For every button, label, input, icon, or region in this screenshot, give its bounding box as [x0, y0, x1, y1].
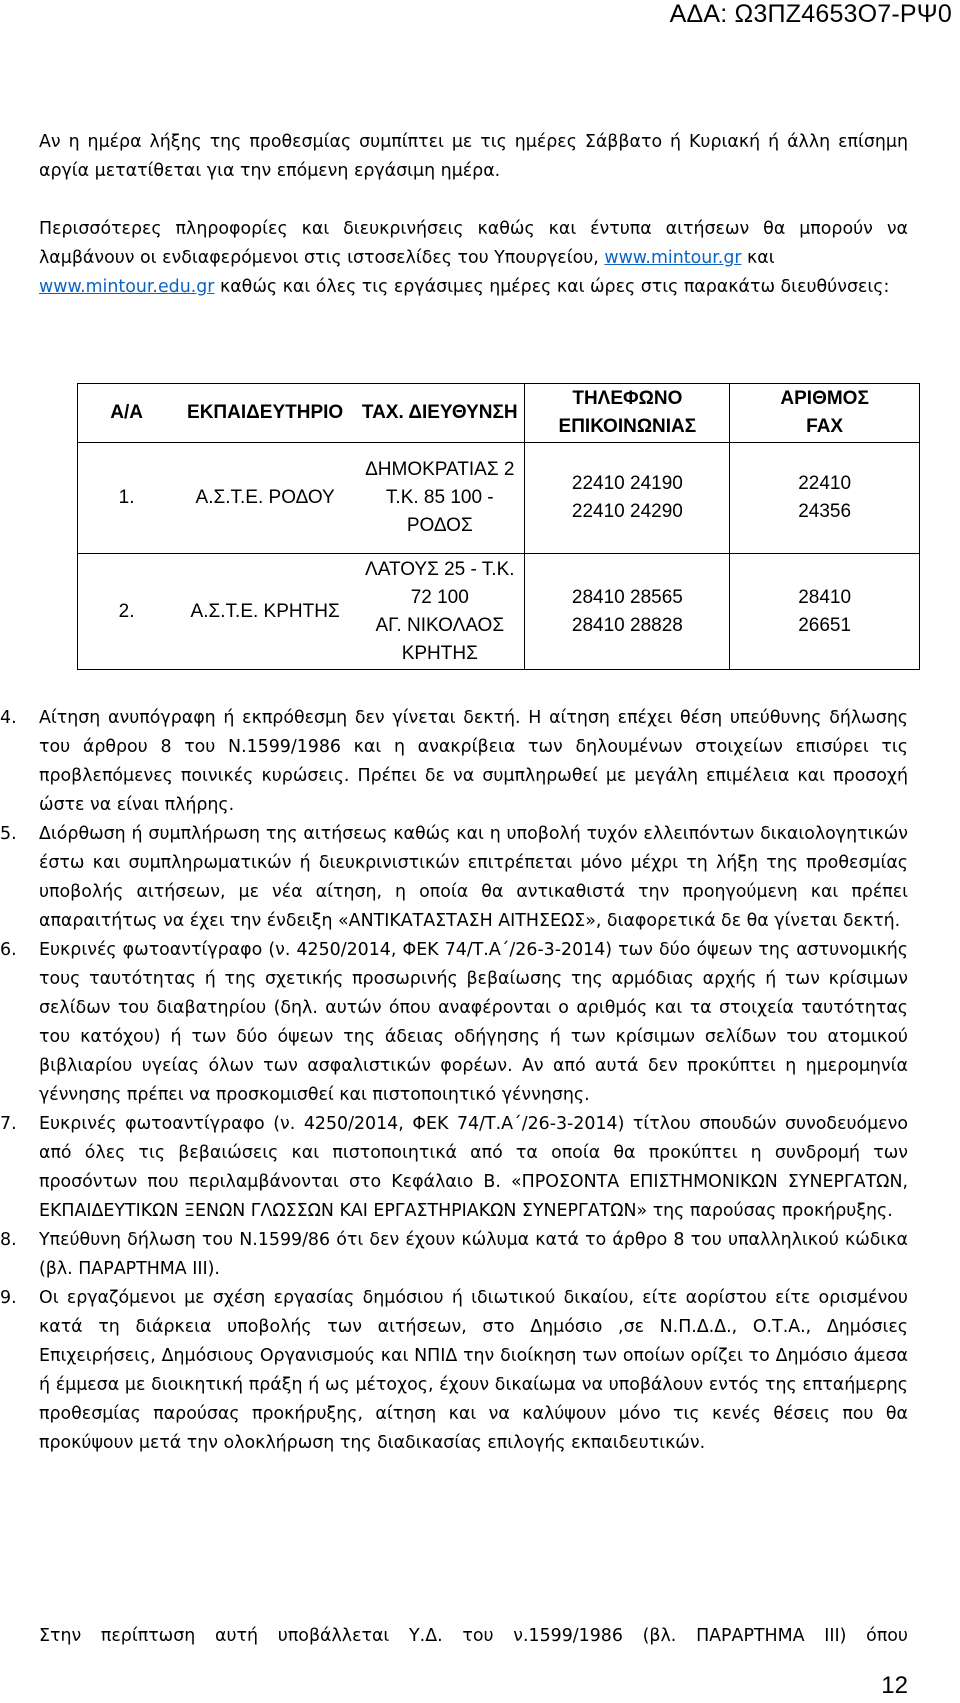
- table-row: [78, 443, 920, 554]
- address-line: ΚΡΗΤΗΣ: [401, 642, 478, 664]
- list-item-number: 7.: [0, 1114, 17, 1134]
- table-header-school: ΕΚΠΑΙΔΕΥΤΗΡΙΟ: [175, 384, 355, 443]
- address-line: ΛΑΤΟΥΣ 25 - Τ.Κ.: [365, 558, 515, 580]
- list-item: [0, 704, 908, 820]
- schools-contact-table: [77, 383, 920, 670]
- row-school-name: Α.Σ.Τ.Ε. ΚΡΗΤΗΣ: [175, 554, 355, 670]
- list-item: [0, 820, 908, 936]
- fax-line: 28410: [798, 586, 852, 608]
- phone-number: 22410 24290: [571, 501, 683, 522]
- phone-number: 28410 28565: [571, 586, 683, 608]
- closing-paragraph: Στην περίπτωση αυτή υποβάλλεται Υ.Δ. του ν.1599/1986 (βλ. ΠΑΡΑΡΤΗΜΑ ΙΙΙ) όπου: [39, 1626, 908, 1646]
- intro-info-text-3: καθώς και όλες τις εργάσιμες ημέρες και ώρες στις παρακάτω διευθύνσεις:: [214, 277, 890, 297]
- table-header-fax-label: ΑΡΙΘΜΟΣ FAX: [780, 388, 869, 437]
- fax-line: 26651: [798, 614, 852, 636]
- row-address: [355, 554, 525, 670]
- intro-info-text-1: Περισσότερες πληροφορίες και διευκρινήσεις καθώς και έντυπα αιτήσεων θα μπορούν να λαμβάνουν οι ενδιαφερόμενοι στις ιστοσελίδες του Υπουργείου,: [39, 219, 908, 268]
- list-item-text: Διόρθωση ή συμπλήρωση της αιτήσεως καθώς και η υποβολή τυχόν ελλειπόντων δικαιολογητικών έστω και συμπληρωματικών ή διευκρινιστικών επιτρέπεται μόνο μέχρι τη λήξη της προθεσμίας υποβολής αιτήσεων, με νέα αίτηση, η οποία θα αντικαθιστά την προηγούμενη και πρέπει απαραιτήτως να έχει την ένδειξη «ΑΝΤΙΚΑΤΑΣΤΑΣΗ ΑΙΤΗΣΕΩΣ», διαφορετικά δε θα γίνεται δεκτή.: [39, 824, 908, 931]
- table-header-row: [78, 384, 920, 443]
- list-item: [0, 936, 908, 1110]
- row-aa: 1.: [78, 443, 176, 554]
- list-item-text: Υπεύθυνη δήλωση του Ν.1599/86 ότι δεν έχουν κώλυμα κατά το άρθρο 8 του υπαλληλικού κώδικα (βλ. ΠΑΡΑΡΤΗΜΑ ΙΙΙ).: [39, 1230, 908, 1279]
- list-item-number: 5.: [0, 824, 17, 844]
- list-item-text: Ευκρινές φωτοαντίγραφο (ν. 4250/2014, ΦΕΚ 74/Τ.Α΄/26-3-2014) των δύο όψεων της αστυνομικής τους ταυτότητας ή της σχετικής προσωρινής βεβαίωσης της αρμόδιας αρχής ή των κρίσιμων σελίδων του διαβατηρίου (δηλ. αυτών όπου αναφέρονται ο αριθμός και τα στοιχεία ταυτότητας του κατόχου) ή των δύο όψεων της άδειας οδήγησης ή των κρίσιμων σελίδων του ατομικού βιβλιαρίου υγείας όλων των ασφαλιστικών φορέων. Αν από αυτά δεν προκύπτει η ημερομηνία γέννησης πρέπει να προσκομισθεί και πιστοποιητικό γέννησης.: [39, 940, 908, 1105]
- intro-paragraph-deadline: Αν η ημέρα λήξης της προθεσμίας συμπίπτει με τις ημέρες Σάββατο ή Κυριακή ή άλλη επίσημη αργία μετατίθεται για την επόμενη εργάσιμη ημέρα.: [39, 132, 908, 181]
- phone-number: 22410 24190: [571, 473, 683, 494]
- row-school-name: Α.Σ.Τ.Ε. ΡΟΔΟΥ: [175, 443, 355, 554]
- intro-paragraph-info: [39, 215, 908, 302]
- list-item-text: Οι εργαζόμενοι με σχέση εργασίας δημόσιου ή ιδιωτικού δικαίου, είτε αορίστου είτε ορισμένου κατά τη διάρκεια υποβολής των αιτήσεων, στο Δημόσιο ,σε Ν.Π.Δ.Δ., Ο.Τ.Α., Δημόσιες Επιχειρήσεις, Δημόσιους Οργανισμούς και ΝΠΙΔ την διοίκηση των οποίων ορίζει το Δημόσιο άμεσα ή έμμεσα με διοικητική πράξη ή ως μέτοχος, έχουν δικαίωμα να υποβάλουν εντός της επταήμερης προθεσμίας παρούσας προκήρυξης, αίτηση και να καλύψουν μόνο τις κενές θέσεις που θα προκύψουν μετά την ολοκλήρωση της διαδικασίας επιλογής εκπαιδευτικών.: [39, 1288, 908, 1453]
- table-header-phone: [525, 384, 730, 443]
- list-item-number: 8.: [0, 1230, 17, 1250]
- list-item-text: Ευκρινές φωτοαντίγραφο (ν. 4250/2014, ΦΕΚ 74/Τ.Α΄/26-3-2014) τίτλου σπουδών συνοδευόμενο από όλες τις βεβαιώσεις και πιστοποιητικά από τα οποία θα προκύπτει η συνδρομή των προσόντων που περιλαμβάνονται στο Κεφάλαιο Β. «ΠΡΟΣΟΝΤΑ ΕΠΙΣΤΗΜΟΝΙΚΩΝ ΣΥΝΕΡΓΑΤΩΝ, ΕΚΠΑΙΔΕΥΤΙΚΩΝ ΞΕΝΩΝ ΓΛΩΣΣΩΝ ΚΑΙ ΕΡΓΑΣΤΗΡΙΑΚΩΝ ΣΥΝΕΡΓΑΤΩΝ» της παρούσας προκήρυξης.: [39, 1114, 908, 1221]
- list-item: [0, 1110, 908, 1226]
- table-header-fax: [730, 384, 920, 443]
- intro-info-text-2: και: [741, 248, 775, 268]
- row-aa: 2.: [78, 554, 176, 670]
- page-number: 12: [881, 1672, 908, 1699]
- table-header-phone-label: ΤΗΛΕΦΩΝΟ ΕΠΙΚΟΙΝΩΝΙΑΣ: [558, 388, 697, 437]
- link-mintour[interactable]: www.mintour.gr: [604, 248, 742, 268]
- address-line: ΑΓ. ΝΙΚΟΛΑΟΣ: [375, 614, 505, 636]
- address-line: 72 100: [410, 586, 469, 608]
- row-address: [355, 443, 525, 554]
- phone-number: 28410 28828: [571, 614, 683, 636]
- address-line: Τ.Κ. 85 100 -: [385, 487, 494, 508]
- list-item-number: 6.: [0, 940, 17, 960]
- table-row: [78, 554, 920, 670]
- address-line: ΔΗΜΟΚΡΑΤΙΑΣ 2: [365, 459, 515, 480]
- table-header-aa: Α/Α: [78, 384, 176, 443]
- row-fax: [730, 554, 920, 670]
- row-phones: [525, 443, 730, 554]
- table-header-address: ΤΑΧ. ΔΙΕΥΘΥΝΣΗ: [355, 384, 525, 443]
- fax-line: 24356: [798, 501, 852, 522]
- row-fax: [730, 443, 920, 554]
- ada-identifier: ΑΔΑ: Ω3ΠΖ4653Ο7-ΡΨ0: [669, 0, 952, 28]
- link-mintour-edu[interactable]: www.mintour.edu.gr: [39, 277, 215, 297]
- requirements-list: [0, 704, 908, 1458]
- address-line: ΡΟΔΟΣ: [406, 515, 473, 536]
- fax-line: 22410: [798, 473, 852, 494]
- list-item-number: 9.: [0, 1288, 17, 1308]
- list-item-text: Αίτηση ανυπόγραφη ή εκπρόθεσμη δεν γίνεται δεκτή. Η αίτηση επέχει θέση υπεύθυνης δήλωσης του άρθρου 8 του Ν.1599/1986 και η ανακρίβεια των δηλουμένων στοιχείων επισύρει τις προβλεπόμενες ποινικές κυρώσεις. Πρέπει δε να συμπληρωθεί με μεγάλη επιμέλεια και προσοχή ώστε να είναι πλήρης.: [39, 708, 908, 815]
- list-item: [0, 1226, 908, 1284]
- list-item: [0, 1284, 908, 1458]
- row-phones: [525, 554, 730, 670]
- list-item-number: 4.: [0, 708, 17, 728]
